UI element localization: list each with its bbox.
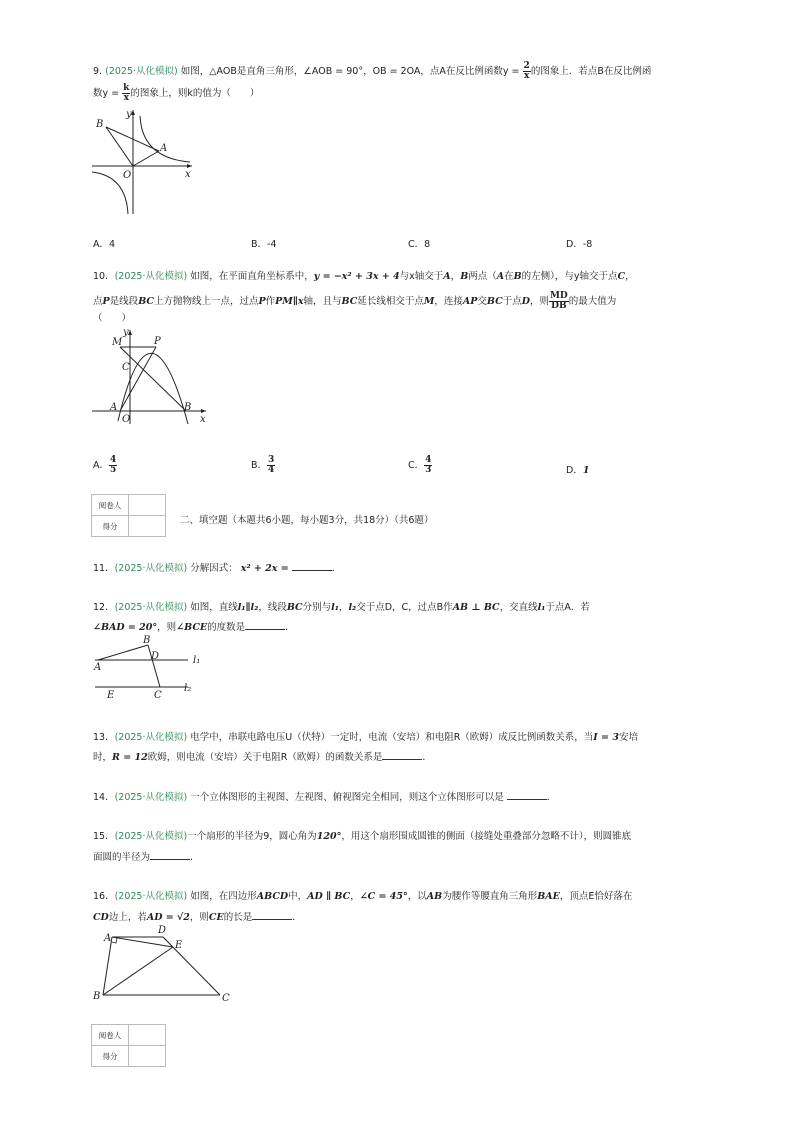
q15-source: (2025·从化模拟) [114, 831, 188, 842]
q10-equation: y = −x² + 3x + 4 [313, 271, 400, 282]
q16-label-B: B [93, 991, 101, 1002]
score-value[interactable] [129, 1046, 166, 1067]
q9-line2 [93, 84, 259, 103]
q10-source: (2025·从化模拟) [114, 271, 188, 282]
q9-source: (2025·从化模拟) [105, 66, 178, 77]
q14-answer-blank[interactable] [507, 790, 547, 800]
q12-source: (2025·从化模拟) [114, 602, 188, 613]
grader-value[interactable] [129, 495, 166, 516]
score-table-1 [91, 494, 166, 537]
q9-hyperbola-right [140, 116, 190, 162]
q16-label-C: C [222, 993, 230, 1004]
q10-label-B: B [184, 402, 192, 413]
q9-option-b[interactable]: B．-4 [251, 239, 277, 250]
q9-x-arrow [187, 164, 192, 168]
q10-option-a[interactable]: A． $\frac{4}{5}$ [93, 455, 117, 475]
q13-source: (2025·从化模拟) [114, 732, 188, 743]
q10-label-x: x [200, 414, 206, 425]
score-label: 得分 [92, 1046, 129, 1067]
q9-line1 [93, 62, 651, 81]
q10-option-b[interactable]: B． $\frac{3}{4}$ [251, 455, 275, 475]
q9-label-x: x [185, 169, 191, 180]
q9-label-A: A [160, 143, 168, 154]
section-2-heading: 二、填空题（本题共6小题，每小题3分，共18分）（共6题） [180, 515, 434, 526]
q12-answer-blank[interactable] [245, 620, 285, 630]
q9-text: 的图象上，则k的值为（ ） [130, 88, 260, 99]
q9-label-y: y [126, 109, 132, 120]
q10-label-M: M [112, 337, 123, 348]
q13-line2: 时，R = 12欧姆，则电流（安培）关于电阻R（欧姆）的函数关系是 ． [93, 752, 432, 763]
q10-label-P: P [154, 336, 161, 347]
q11-source: (2025·从化模拟) [114, 563, 188, 574]
q9-fraction-2: $\frac{k}{x}$ [123, 83, 130, 103]
q16-label-D: D [158, 925, 167, 936]
q16-figure [90, 921, 235, 1006]
q12-label-l2: l₂ [184, 683, 192, 694]
q16-label-E: E [175, 940, 183, 951]
score-label: 得分 [92, 516, 129, 537]
q12-line2: ∠BAD = 20°，则∠BCE的度数是 ． [93, 622, 295, 633]
q10-option-d[interactable]: D．1 [566, 465, 590, 476]
q10-line3: （ ） [93, 313, 132, 324]
q10-label-A: A [110, 402, 118, 413]
q15-line2: 面圆的半径为 ． [93, 852, 200, 863]
q16-source: (2025·从化模拟) [114, 891, 188, 902]
q12-label-D: D [151, 651, 160, 662]
q9-option-c[interactable]: C．8 [408, 239, 431, 250]
q10-line1: 10．(2025·从化模拟) 如图，在平面直角坐标系中，y = −x² + 3x + 4与x轴交于A，B两点（A在B的左侧），与y轴交于点C， [93, 271, 635, 282]
q13-line1: 13．(2025·从化模拟) 电学中，串联电路电压U（伏特）一定时，电流（安培）和电阻R（欧姆）成反比例函数关系，当I = 3安培 [93, 732, 638, 743]
q10-label-O: O [122, 414, 131, 425]
q10-figure [90, 326, 210, 426]
q9-text: 如图，△AOB是直角三角形，∠AOB = 90°，OB = 2OA，点A在反比例函数y = [180, 66, 523, 77]
q10-fraction: $\frac{MD}{DB}$ [549, 291, 568, 311]
grader-value[interactable] [129, 1025, 166, 1046]
q11-line: 11．(2025·从化模拟) 分解因式： x² + 2x = ． [93, 563, 342, 574]
q16-side-AB [103, 937, 112, 995]
q9-label-O: O [123, 170, 132, 181]
q14-source: (2025·从化模拟) [114, 792, 188, 803]
q12-label-B: B [143, 635, 151, 646]
q12-label-E: E [107, 690, 115, 701]
q16-line1: 16．(2025·从化模拟) 如图，在四边形ABCD中，AD ∥ BC，∠C = 45°，以AB为腰作等腰直角三角形BAE，顶点E恰好落在 [93, 891, 633, 902]
q9-segment-OA [133, 151, 159, 166]
grader-label: 阅卷人 [92, 1025, 129, 1046]
q9-number: 9. [93, 66, 103, 77]
q9-option-d[interactable]: D．-8 [566, 239, 593, 250]
q10-label-C: C [122, 362, 130, 373]
q13-answer-blank[interactable] [382, 750, 422, 760]
q14-line: 14．(2025·从化模拟) 一个立体图形的主视图、左视图、俯视图完全相同，则这个立体图形可以是 ． [93, 792, 557, 803]
q12-line1: 12．(2025·从化模拟) 如图，直线l₁∥l₂，线段BC分别与l₁，l₂交于点D，C，过点B作AB ⊥ BC，交直线l₁于点A．若 [93, 602, 590, 613]
q16-side-BE [103, 947, 173, 995]
q9-option-a[interactable]: A．4 [93, 239, 116, 250]
q12-label-A: A [94, 662, 102, 673]
q10-number: 10． [93, 271, 115, 282]
q15-line1: 15．(2025·从化模拟)一个扇形的半径为9，圆心角为120°，用这个扇形围成圆锥的侧面（接缝处重叠部分忽略不计），则圆锥底 [93, 831, 632, 842]
q16-right-angle-mark [112, 938, 117, 943]
score-value[interactable] [129, 516, 166, 537]
q10-option-c[interactable]: C． $\frac{4}{3}$ [408, 455, 432, 475]
q16-label-A: A [104, 933, 112, 944]
q15-answer-blank[interactable] [150, 850, 190, 860]
q10-segment-AP [120, 347, 156, 411]
q11-answer-blank[interactable] [292, 561, 332, 571]
q9-fraction-1: $\frac{2}{x}$ [523, 61, 530, 81]
q16-side-DC [163, 937, 220, 995]
q9-label-B: B [96, 119, 104, 130]
q12-figure [90, 633, 205, 701]
q9-text: 的图象上．若点B在反比例函 [530, 66, 652, 77]
q9-figure [90, 108, 200, 218]
q12-segment-AB [98, 645, 148, 660]
q12-label-l1: l₁ [193, 655, 201, 666]
q10-label-y: y [123, 327, 129, 338]
q16-line2: CD边上，若AD = √2，则CE的长是 ． [93, 912, 302, 923]
grader-label: 阅卷人 [92, 495, 129, 516]
q11-expression: x² + 2x = [240, 563, 289, 574]
score-table-2 [91, 1024, 166, 1067]
q9-text: 数y = [93, 88, 123, 99]
q12-label-C: C [154, 690, 162, 701]
q16-answer-blank[interactable] [252, 910, 292, 920]
q10-line2: 点P是线段BC上方抛物线上一点，过点P作PM∥x轴，且与BC延长线相交于点M，连接AP交BC于点D，则 $\frac{MD}{DB}$ 的最大值为 [93, 291, 617, 311]
